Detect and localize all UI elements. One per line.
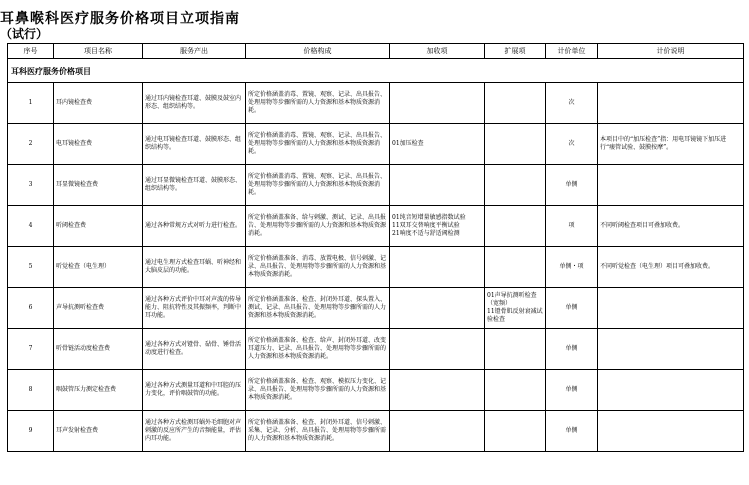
row-output: 通过各种常规方式对听力进行检查。 — [143, 206, 246, 247]
row-cost: 所定价格涵盖消毒、置镜、观察、记录、出具报告、处理用物等步骤所需的人力资源和基本物质资源消耗。 — [246, 83, 390, 124]
row-surcharge: 01纯音短增量敏感指数试验 11双耳交替响度平衡试验 21响度不适与舒适阈检测 — [390, 206, 485, 247]
table-header-row — [8, 44, 744, 59]
row-surcharge — [390, 83, 485, 124]
row-number: 5 — [8, 247, 54, 288]
row-surcharge — [390, 165, 485, 206]
row-extension — [485, 124, 546, 165]
table-row — [8, 165, 744, 206]
row-surcharge — [390, 247, 485, 288]
table-row — [8, 411, 744, 452]
header-surcharge: 加收项 — [390, 44, 485, 59]
document-title: 耳鼻喉科医疗服务价格项目立项指南 — [0, 11, 240, 27]
row-number: 1 — [8, 83, 54, 124]
row-unit: 单侧 — [546, 288, 598, 329]
price-table — [7, 43, 744, 452]
row-note: 不同听阈检查项目可叠加收费。 — [598, 206, 744, 247]
row-unit: 单侧 — [546, 370, 598, 411]
row-number: 3 — [8, 165, 54, 206]
row-output: 通过各种方式测量耳道和中耳腔的压力变化，评价咽鼓管的功能。 — [143, 370, 246, 411]
header-name: 项目名称 — [54, 44, 143, 59]
row-extension — [485, 247, 546, 288]
row-extension — [485, 370, 546, 411]
row-note — [598, 165, 744, 206]
row-extension — [485, 165, 546, 206]
table-row — [8, 206, 744, 247]
header-cost: 价格构成 — [246, 44, 390, 59]
table-row — [8, 370, 744, 411]
row-unit: 单侧 — [546, 165, 598, 206]
row-cost: 所定价格涵盖准备、检查、封闭外耳道、探头置入、测试、记录、出具报告、处理用物等步骤所需的人力资源和基本物质资源消耗。 — [246, 288, 390, 329]
header-output: 服务产出 — [143, 44, 246, 59]
row-note — [598, 370, 744, 411]
row-surcharge — [390, 288, 485, 329]
row-unit: 单侧・项 — [546, 247, 598, 288]
row-name: 耳内镜检查费 — [54, 83, 143, 124]
row-number: 4 — [8, 206, 54, 247]
row-output: 通过耳内镜检查耳道、鼓膜及鼓室内形态、组织结构等。 — [143, 83, 246, 124]
row-cost: 所定价格涵盖准备、检查、封闭外耳道、信号刺激、采集、记录、分析、出具报告、处理用物等步骤所需的人力资源和基本物质资源消耗。 — [246, 411, 390, 452]
row-cost: 所定价格涵盖准备、检查、给声、封闭外耳道、改变耳道压力、记录、出具报告、处理用物等步骤所需的人力资源和基本物质资源消耗。 — [246, 329, 390, 370]
row-unit: 单侧 — [546, 329, 598, 370]
header-note: 计价说明 — [598, 44, 744, 59]
row-unit: 单侧 — [546, 411, 598, 452]
row-cost: 所定价格涵盖准备、消毒、放置电极、信号刺激、记录、出具报告、处理用物等步骤所需的人力资源和基本物质资源消耗。 — [246, 247, 390, 288]
table-row — [8, 329, 744, 370]
row-name: 耳显微镜检查费 — [54, 165, 143, 206]
row-output: 通过各种方式检测耳蜗外毛细胞对声刺激的反应所产生的音频能量，评估内耳功能。 — [143, 411, 246, 452]
row-surcharge — [390, 329, 485, 370]
section-title: 耳科医疗服务价格项目 — [8, 59, 744, 83]
header-no: 序号 — [8, 44, 54, 59]
row-note — [598, 411, 744, 452]
row-surcharge: 01加压检查 — [390, 124, 485, 165]
table-row — [8, 83, 744, 124]
row-unit: 次 — [546, 83, 598, 124]
row-name: 听阈检查费 — [54, 206, 143, 247]
row-note — [598, 329, 744, 370]
row-output: 通过各种方式对镫骨、砧骨、锤骨活动度进行检查。 — [143, 329, 246, 370]
row-number: 7 — [8, 329, 54, 370]
row-cost: 所定价格涵盖消毒、置镜、观察、记录、出具报告、处理用物等步骤所需的人力资源和基本物质资源消耗。 — [246, 165, 390, 206]
row-number: 6 — [8, 288, 54, 329]
row-note — [598, 83, 744, 124]
row-extension — [485, 83, 546, 124]
row-surcharge — [390, 411, 485, 452]
row-name: 声导抗测听检查费 — [54, 288, 143, 329]
row-name: 听骨链活动度检查费 — [54, 329, 143, 370]
row-extension — [485, 411, 546, 452]
row-extension — [485, 206, 546, 247]
row-number: 8 — [8, 370, 54, 411]
row-name: 咽鼓管压力测定检查费 — [54, 370, 143, 411]
row-note: 本项目中的“加压检查”指：用电耳镜镜下加压进行“瘘管试验、鼓膜按摩”。 — [598, 124, 744, 165]
table-row — [8, 288, 744, 329]
table-row — [8, 124, 744, 165]
row-name: 电耳镜检查费 — [54, 124, 143, 165]
row-name: 听觉检查（电生理） — [54, 247, 143, 288]
row-cost: 所定价格涵盖准备、检查、观察、模拟压力变化、记录、出具报告、处理用物等步骤所需的人力资源和基本物质资源消耗。 — [246, 370, 390, 411]
row-output: 通过电耳镜检查耳道、鼓膜形态、组织结构等。 — [143, 124, 246, 165]
row-extension: 01声导抗测听检查（宽频） 11镫骨肌反射衰减试验检查 — [485, 288, 546, 329]
document-subtitle: （试行） — [0, 27, 49, 41]
row-number: 9 — [8, 411, 54, 452]
row-unit: 次 — [546, 124, 598, 165]
row-surcharge — [390, 370, 485, 411]
header-extension: 扩展项 — [485, 44, 546, 59]
row-cost: 所定价格涵盖消毒、置镜、观察、记录、出具报告、处理用物等步骤所需的人力资源和基本物质资源消耗。 — [246, 124, 390, 165]
row-cost: 所定价格涵盖准备、给与刺激、测试、记录、出具报告、处理用物等步骤所需的人力资源和基本物质资源消耗。 — [246, 206, 390, 247]
row-name: 耳声发射检查费 — [54, 411, 143, 452]
table-row — [8, 247, 744, 288]
header-unit: 计价单位 — [546, 44, 598, 59]
row-extension — [485, 329, 546, 370]
row-unit: 项 — [546, 206, 598, 247]
row-output: 通过电生理方式检查耳蜗、听神经和大脑皮层的功能。 — [143, 247, 246, 288]
row-note — [598, 288, 744, 329]
row-number: 2 — [8, 124, 54, 165]
row-output: 通过耳显微镜检查耳道、鼓膜形态、组织结构等。 — [143, 165, 246, 206]
row-note: 不同听觉检查（电生理）项目可叠加收费。 — [598, 247, 744, 288]
row-output: 通过各种方式评价中耳对声波的传导能力、阻抗特性及其振频率，判断中耳功能。 — [143, 288, 246, 329]
section-row — [8, 59, 744, 83]
